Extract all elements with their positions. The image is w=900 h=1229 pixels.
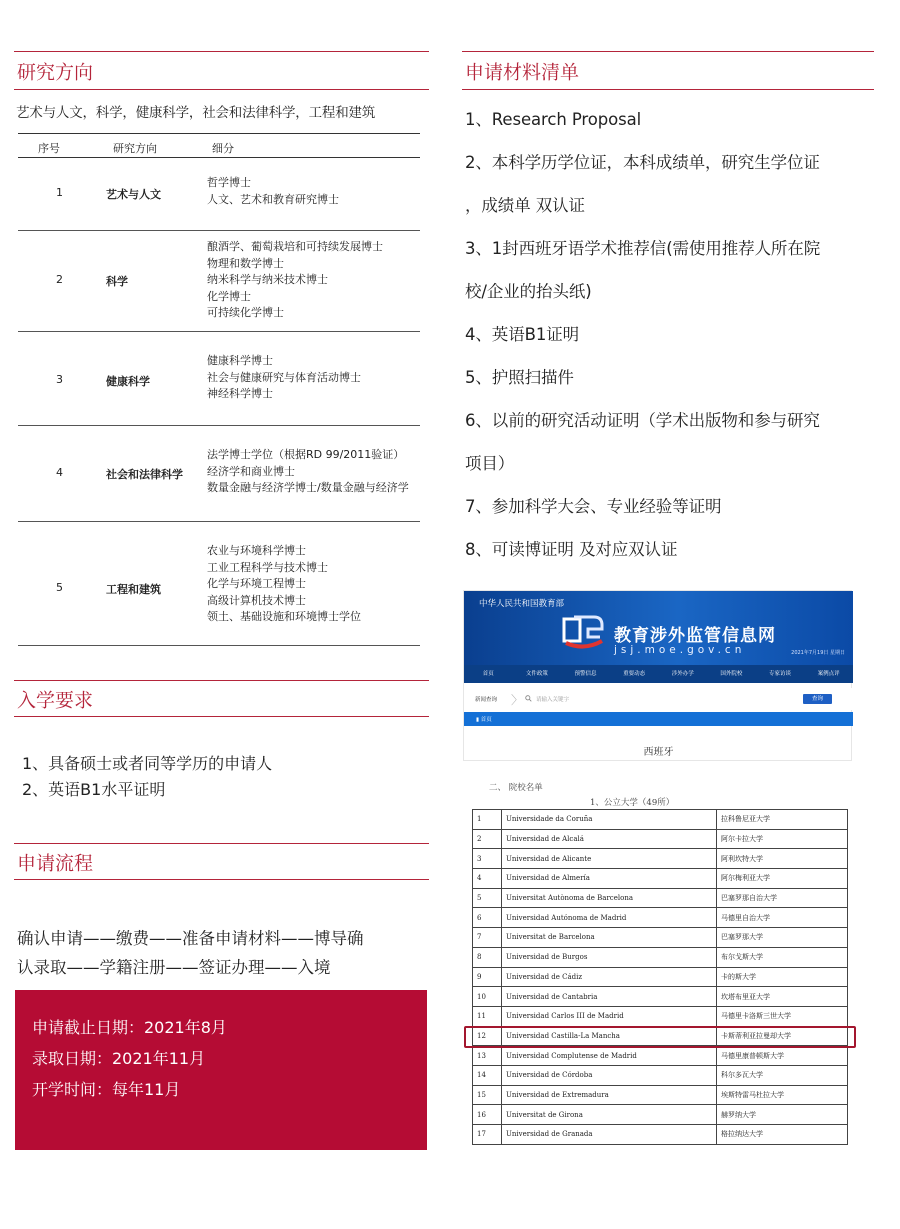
site-title: 教育涉外监管信息网 xyxy=(614,626,776,646)
row-direction: 艺术与人文 xyxy=(106,188,161,201)
research-heading-band xyxy=(14,51,429,90)
uni-list-caption: 二、 院校名单 xyxy=(489,783,543,793)
deadline-date: 申请截止日期：2021年8月 xyxy=(32,1018,227,1037)
highlight-box xyxy=(464,1026,856,1048)
list-item: ，成绩单 双认证 xyxy=(465,196,585,215)
list-item: 2、本科学历学位证，本科成绩单，研究生学位证 xyxy=(465,153,820,172)
nav-item[interactable]: 文件政策 xyxy=(525,671,548,677)
moe-website-screenshot xyxy=(463,590,852,761)
site-banner xyxy=(464,591,853,665)
row-subs: 农业与环境科学博士 工业工程科学与技术博士 化学与环境工程博士 高级计算机技术博士 领土、基础设施和环境博士学位 xyxy=(207,544,361,623)
header-no: 序号 xyxy=(38,142,60,155)
row-subs: 健康科学博士 社会与健康研究与体育活动博士 神经科学博士 xyxy=(207,354,361,400)
row-no: 5 xyxy=(56,581,63,594)
process-flow: 确认申请——缴费——准备申请材料——博导确 认录取——学籍注册——签证办理——入境 xyxy=(17,929,364,977)
site-search-bar xyxy=(464,688,853,710)
table-row: 13 Universidad Complutense de Madrid 马德里康普顿斯大学 xyxy=(473,1046,848,1066)
search-button[interactable]: 查询 xyxy=(803,694,832,704)
row-no: 2 xyxy=(56,273,63,286)
table-row: 16 Universitat de Girona 赫罗纳大学 xyxy=(473,1105,848,1125)
admission-heading: 入学要求 xyxy=(17,689,94,711)
table-row: 15 Universidad de Extremadura 埃斯特雷马杜拉大学 xyxy=(473,1085,848,1105)
admission-date: 录取日期：2021年11月 xyxy=(32,1049,206,1068)
row-subs: 酿酒学、葡萄栽培和可持续发展博士 物理和数学博士 纳米科学与纳米技术博士 化学博士 可持续化学博士 xyxy=(207,240,383,319)
table-row: 7 Universitat de Barcelona 巴塞罗那大学 xyxy=(473,928,848,948)
table-row: 17 Universidad de Granada 格拉纳达大学 xyxy=(473,1125,848,1145)
row-no: 3 xyxy=(56,373,63,386)
table-row: 14 Universidad de Córdoba 科尔多瓦大学 xyxy=(473,1065,848,1085)
research-heading: 研究方向 xyxy=(17,61,94,83)
breadcrumb xyxy=(464,712,853,726)
uni-list-subcaption: 1、公立大学（49所） xyxy=(590,798,675,808)
site-domain: jsj.moe.gov.cn xyxy=(614,644,746,656)
admission-item: 2、英语B1水平证明 xyxy=(22,780,166,799)
ministry-name: 中华人民共和国教育部 xyxy=(479,599,565,609)
materials-heading: 申请材料清单 xyxy=(465,61,580,83)
table-row xyxy=(18,158,420,231)
row-direction: 社会和法律科学 xyxy=(106,468,183,481)
table-row: 3 Universidad de Alicante 阿利坎特大学 xyxy=(473,849,848,869)
university-table xyxy=(472,809,848,1145)
table-row: 4 Universidad de Almería 阿尔梅利亚大学 xyxy=(473,869,848,889)
nav-item[interactable]: 首页 xyxy=(482,671,494,677)
table-row: 5 Universitat Autònoma de Barcelona 巴塞罗那自治大学 xyxy=(473,888,848,908)
country-label: 西班牙 xyxy=(643,747,674,758)
list-item: 5、护照扫描件 xyxy=(465,368,574,387)
key-dates-box xyxy=(15,990,427,1150)
moe-logo-icon xyxy=(560,615,606,649)
row-direction: 健康科学 xyxy=(106,375,150,388)
row-direction: 科学 xyxy=(106,275,128,288)
nav-item[interactable]: 案例点评 xyxy=(817,671,840,677)
list-item: 6、以前的研究活动证明（学术出版物和参与研究 xyxy=(465,411,820,430)
list-item: 1、Research Proposal xyxy=(465,110,642,129)
process-heading: 申请流程 xyxy=(17,852,94,874)
materials-list xyxy=(465,98,885,571)
row-direction: 工程和建筑 xyxy=(106,583,161,596)
nav-item[interactable]: 国外院校 xyxy=(720,671,743,677)
table-row-highlighted: 12 Universidad Castilla-La Mancha 卡斯蒂利亚拉曼却大学 xyxy=(473,1026,848,1046)
table-row: 6 Universidad Autónoma de Madrid 马德里自治大学 xyxy=(473,908,848,928)
nav-item[interactable]: 涉外办学 xyxy=(671,671,694,677)
admission-heading-band xyxy=(14,680,429,717)
list-item: 3、1封西班牙语学术推荐信(需使用推荐人所在院 xyxy=(465,239,821,258)
table-row: 1 Universidade da Coruña 拉科鲁尼亚大学 xyxy=(473,810,848,830)
search-icon xyxy=(525,695,532,702)
table-header xyxy=(18,133,420,158)
table-row xyxy=(18,426,420,522)
materials-heading-band xyxy=(462,51,874,90)
table-row: 8 Universidad de Burgos 布尔戈斯大学 xyxy=(473,947,848,967)
header-direction: 研究方向 xyxy=(113,142,157,155)
site-date: 2021年7月19日 星期日 xyxy=(791,650,845,656)
table-row xyxy=(18,332,420,426)
row-subs: 哲学博士 人文、艺术和教育研究博士 xyxy=(207,176,339,206)
table-row: 2 Universidad de Alcalá 阿尔卡拉大学 xyxy=(473,829,848,849)
research-fields-line: 艺术与人文，科学，健康科学，社会和法律科学，工程和建筑 xyxy=(16,105,376,121)
nav-item[interactable]: 专家访谈 xyxy=(769,671,792,677)
table-row: 11 Universidad Carlos III de Madrid 马德里卡洛斯三世大学 xyxy=(473,1006,848,1026)
table-row: 9 Universidad de Cádiz 卡的斯大学 xyxy=(473,967,848,987)
list-item: 7、参加科学大会、专业经验等证明 xyxy=(465,497,722,516)
breadcrumb-home[interactable]: ▮ 首页 xyxy=(476,717,492,723)
row-no: 1 xyxy=(56,186,63,199)
row-no: 4 xyxy=(56,466,63,479)
search-label: 新闻查询 xyxy=(475,697,498,703)
table-row xyxy=(18,522,420,646)
process-heading-band xyxy=(14,843,429,880)
search-input[interactable]: 请输入关键字 xyxy=(536,697,570,703)
divider-icon: 〉 xyxy=(511,693,524,707)
admission-item: 1、具备硕士或者同等学历的申请人 xyxy=(22,754,273,773)
research-direction-table xyxy=(18,133,420,646)
list-item: 8、可读博证明 及对应双认证 xyxy=(465,540,678,559)
nav-item[interactable]: 重要动态 xyxy=(623,671,646,677)
list-item: 校/企业的抬头纸) xyxy=(465,282,592,301)
table-row: 10 Universidad de Cantabria 坎塔布里亚大学 xyxy=(473,987,848,1007)
header-subs: 细分 xyxy=(212,142,234,155)
row-subs: 法学博士学位（根据RD 99/2011验证） 经济学和商业博士 数量金融与经济学博士/数量金融与经济学 xyxy=(207,448,409,494)
list-item: 项目） xyxy=(465,454,515,473)
list-item: 4、英语B1证明 xyxy=(465,325,580,344)
nav-item[interactable]: 预警信息 xyxy=(574,671,597,677)
table-row xyxy=(18,231,420,332)
site-nav xyxy=(464,665,853,683)
start-date: 开学时间：每年11月 xyxy=(32,1080,181,1099)
